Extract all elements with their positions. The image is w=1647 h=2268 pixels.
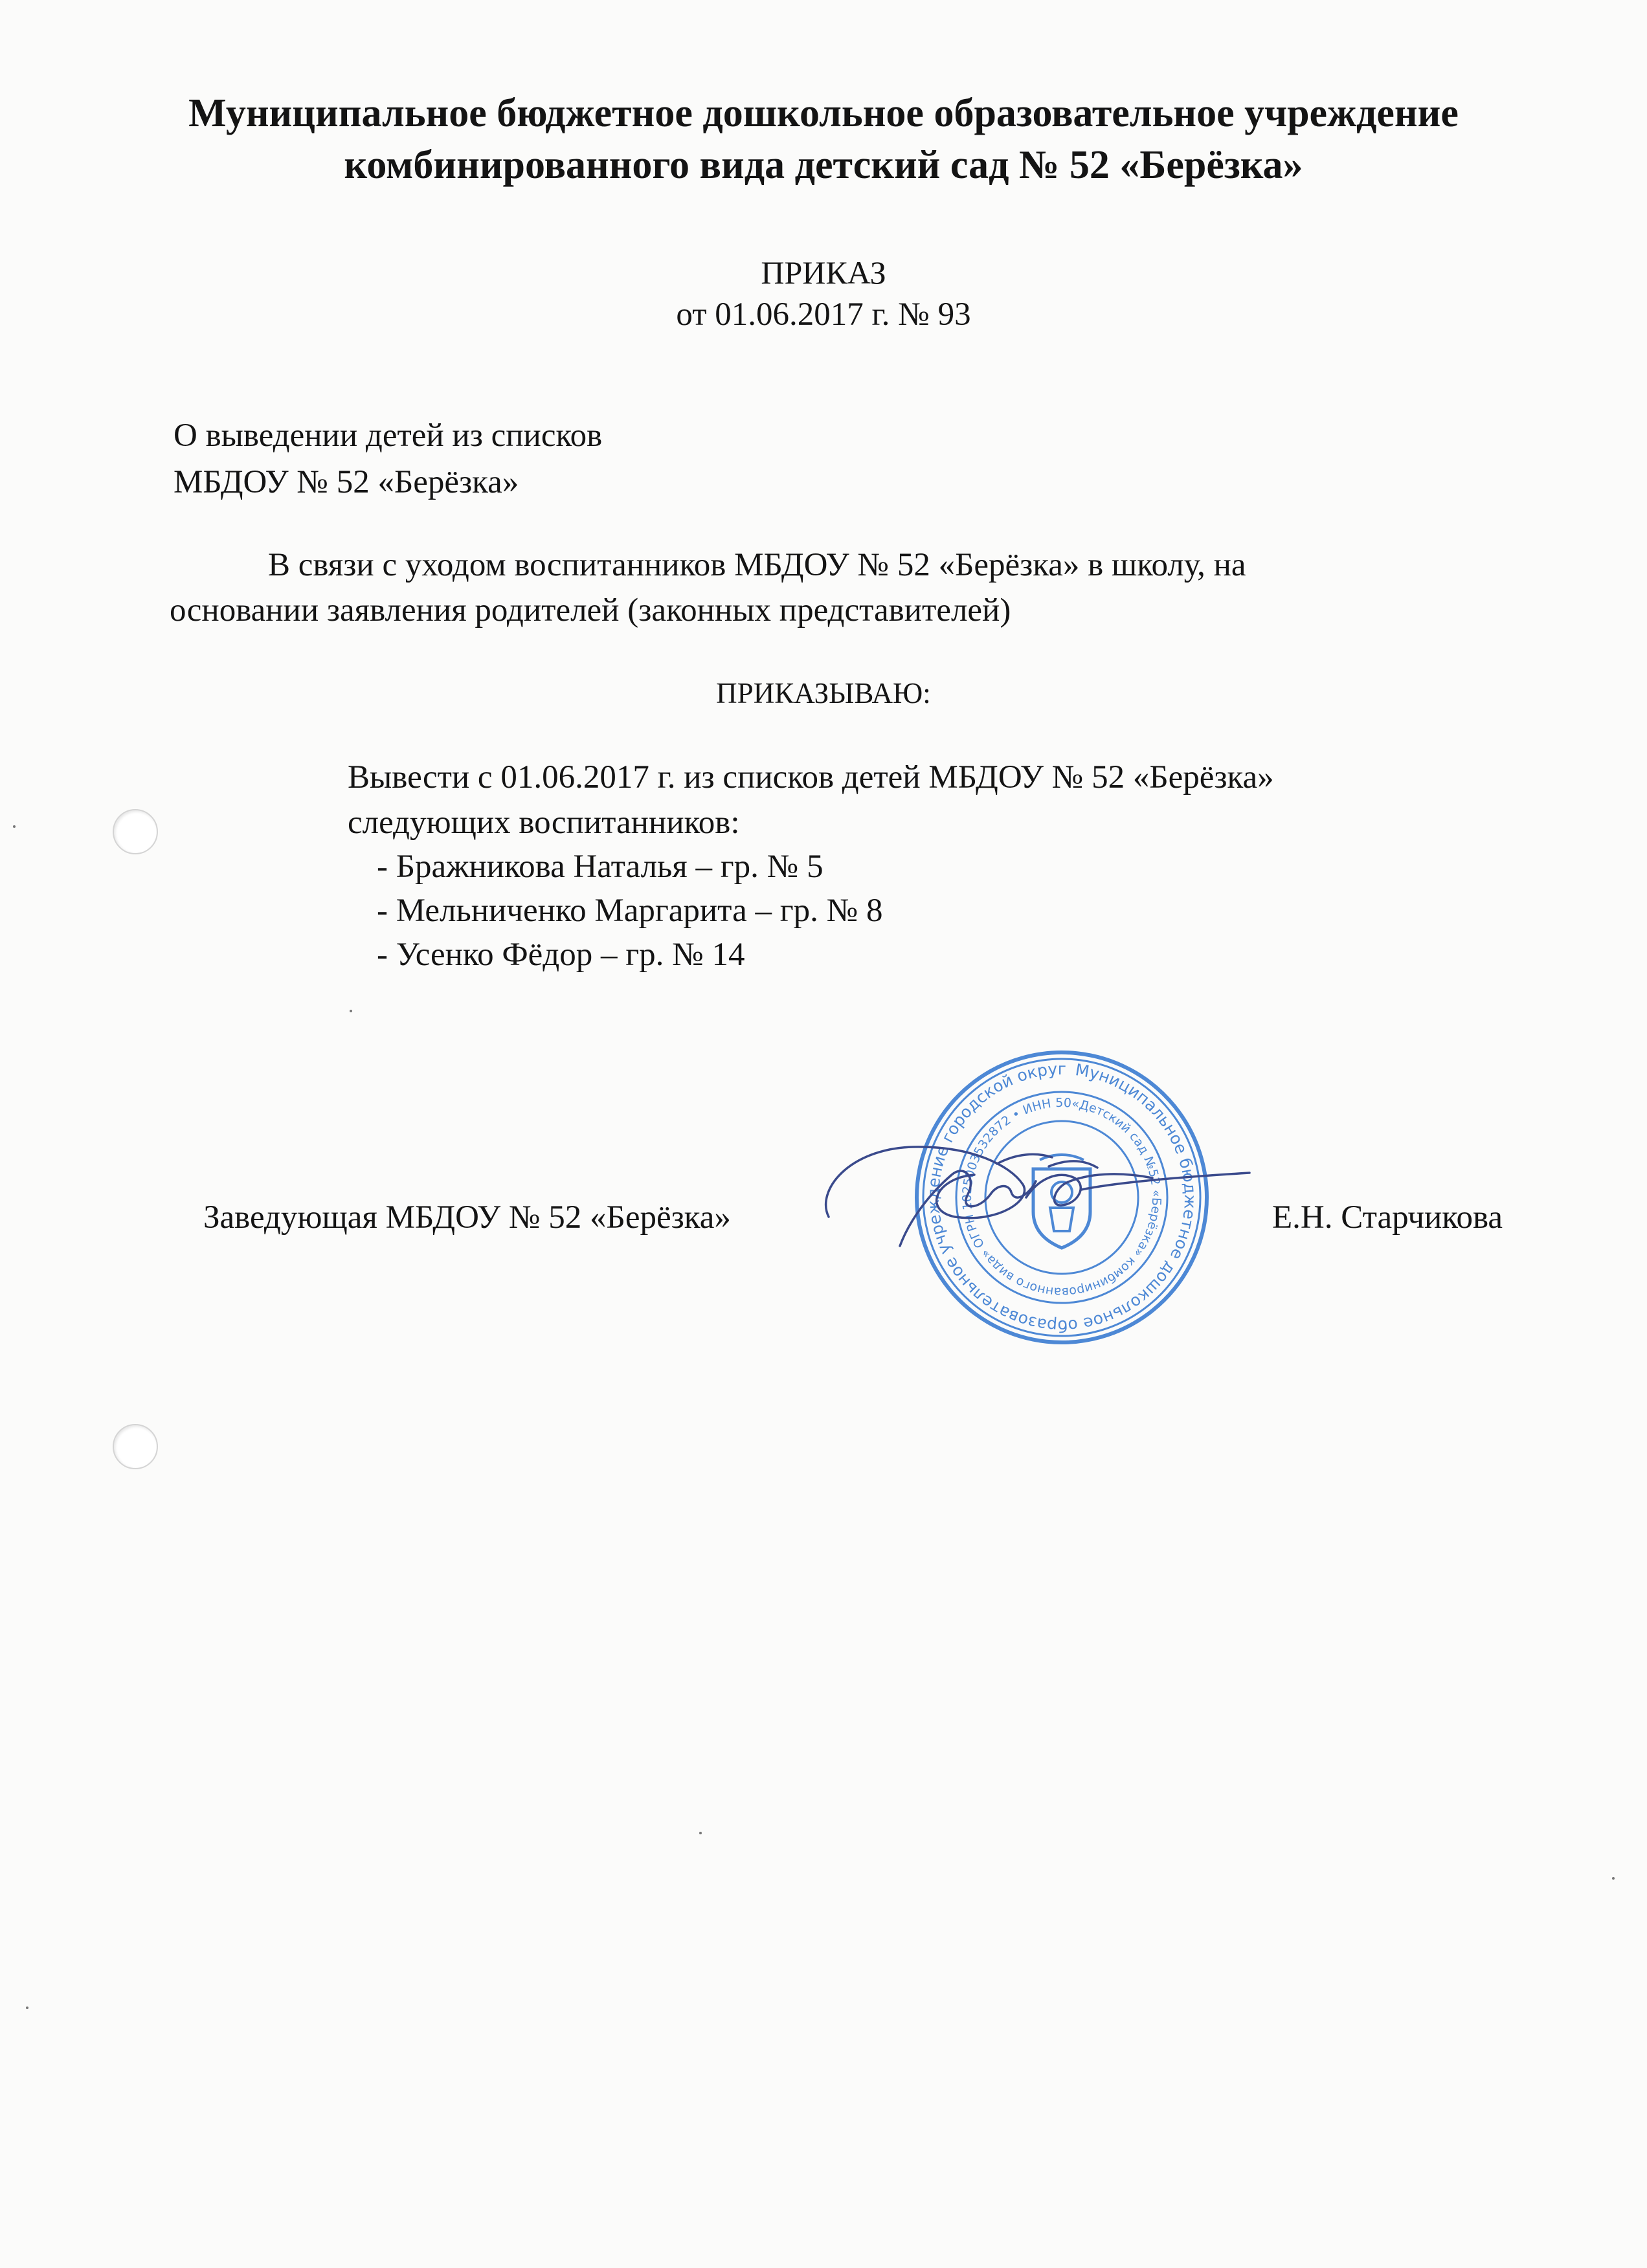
handwritten-signature [803, 1113, 1269, 1262]
subject-line-2: МБДОУ № 52 «Берёзка» [174, 464, 519, 500]
signatory-name: Е.Н. Старчикова [1272, 1199, 1503, 1236]
signatory-position: Заведующая МБДОУ № 52 «Берёзка» [203, 1199, 731, 1236]
punch-hole [113, 809, 158, 854]
paper-speck [26, 2007, 28, 2009]
preamble-line-2: основании заявления родителей (законных представителей) [170, 592, 1011, 628]
punch-hole [113, 1424, 158, 1469]
paper-speck [13, 825, 16, 828]
pupil-list-item: - Бражникова Наталья – гр. № 5 [377, 849, 824, 885]
order-title: ПРИКАЗ [761, 254, 886, 291]
paper-speck [1612, 1877, 1615, 1880]
paper-speck [350, 1010, 352, 1012]
subject-line-1: О выведении детей из списков [174, 417, 603, 454]
preamble-line-1: В связи с уходом воспитанников МБДОУ № 52 «Берёзка» в школу, на [268, 547, 1246, 583]
directive: ПРИКАЗЫВАЮ: [716, 677, 931, 709]
paper-speck [699, 1832, 702, 1834]
stamp-ring-text: Муниципальное бюджетное дошкольное образовательное учреждение городской округ [923, 1059, 1200, 1336]
order-date-number: от 01.06.2017 г. № 93 [676, 296, 971, 333]
org-name-line-1: Муниципальное бюджетное дошкольное образовательное учреждение [188, 91, 1459, 135]
stamp-inner-text: «Детский сад №52 «Берёзка» комбинированного вида» ОГРН 1025003532872 • ИНН 5029010720 [959, 1095, 1164, 1300]
instruction-line-1: Вывести с 01.06.2017 г. из списков детей МБДОУ № 52 «Берёзка» [348, 759, 1274, 795]
pupil-list-item: - Усенко Фёдор – гр. № 14 [377, 937, 745, 973]
instruction-line-2: следующих воспитанников: [348, 805, 740, 841]
org-name-line-2: комбинированного вида детский сад № 52 «Берёзка» [344, 143, 1303, 187]
pupil-list-item: - Мельниченко Маргарита – гр. № 8 [377, 893, 883, 929]
